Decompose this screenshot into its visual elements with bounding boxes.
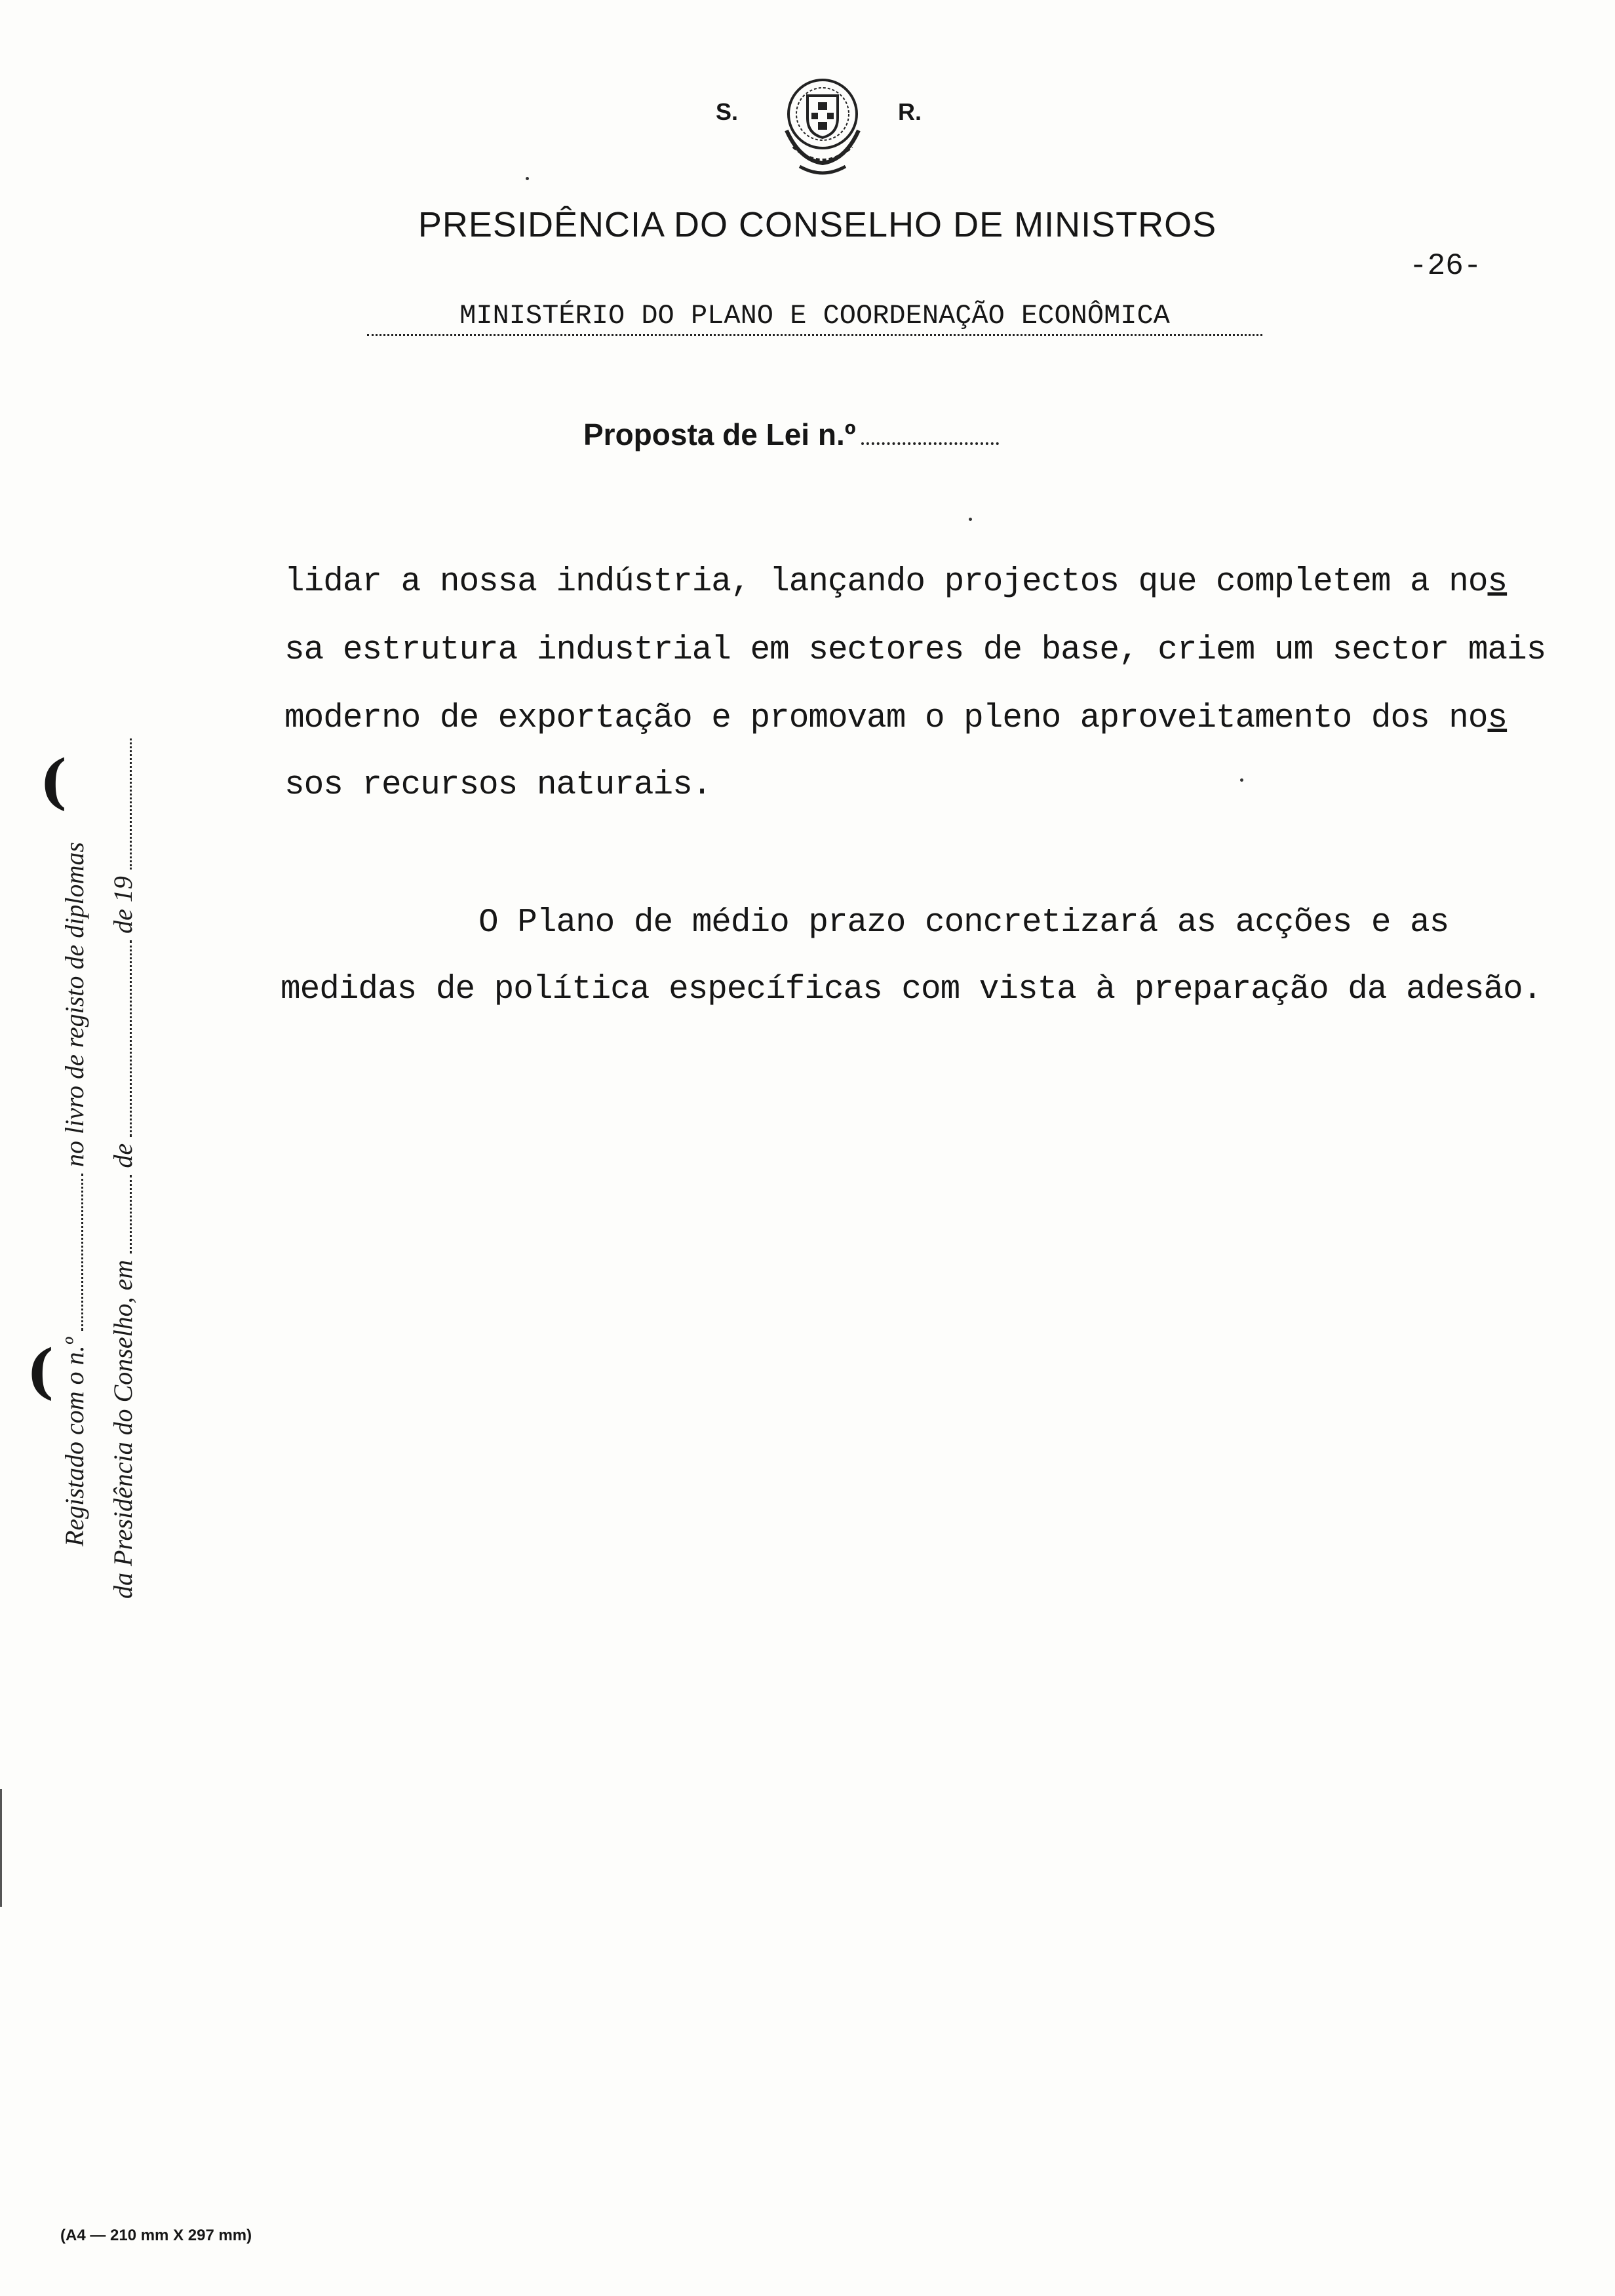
ministry-heading: MINISTÉRIO DO PLANO E COORDENAÇÃO ECONÔMICA	[367, 300, 1262, 336]
registry-line-1	[59, 842, 90, 1546]
body-line-3	[284, 700, 1507, 737]
left-brace-icon: (	[26, 1337, 54, 1406]
body-line-5: O Plano de médio prazo concretizará as acções e as	[284, 904, 1449, 942]
proposal-label: Proposta de Lei n.º	[583, 417, 856, 451]
page-number: -26-	[1409, 249, 1482, 283]
body-line-2: sa estrutura industrial em sectores de base, criem um sector mais	[284, 632, 1546, 669]
registry-of-label: de	[108, 1143, 138, 1168]
body-line-3-underlined: s	[1487, 700, 1508, 737]
ink-speck	[1240, 778, 1243, 782]
sr-left-label: S.	[716, 98, 739, 125]
paper-format-note: (A4 — 210 mm X 297 mm)	[60, 2227, 252, 2244]
ink-speck	[526, 177, 529, 180]
body-line-4: sos recursos naturais.	[284, 767, 712, 804]
body-line-1	[284, 564, 1507, 601]
body-line-3-main: moderno de exportação e promovam o pleno aproveitamento dos no	[284, 700, 1488, 737]
body-line-6: medidas de política específicas com vista à preparação da adesão.	[281, 971, 1542, 1008]
registry-registered-label: Registado com o n.º	[60, 1337, 89, 1546]
body-line-1-main: lidar a nossa indústria, lançando projectos que completem a no	[284, 564, 1488, 601]
registry-year-blank	[123, 738, 132, 870]
registry-date-label: da Presidência do Conselho, em	[108, 1259, 138, 1599]
registry-margin-note	[59, 681, 170, 1599]
registry-day-blank	[123, 1175, 132, 1253]
registry-line-2	[107, 738, 138, 1599]
page-title: PRESIDÊNCIA DO CONSELHO DE MINISTROS	[418, 205, 1217, 244]
page-edge-mark	[0, 1789, 2, 1907]
registry-book-label: no livro de registo de diplomas	[60, 842, 89, 1167]
ink-speck	[969, 518, 972, 521]
sr-right-label: R.	[898, 98, 922, 125]
registry-number-blank	[75, 1174, 83, 1331]
body-line-1-underlined: s	[1487, 564, 1508, 601]
proposal-number-blank	[861, 437, 999, 445]
proposal-heading	[583, 417, 999, 452]
portuguese-coat-of-arms-icon	[773, 68, 872, 186]
registry-month-blank	[123, 940, 132, 1137]
left-brace-icon: (	[39, 747, 68, 816]
registry-year-label: de 19	[108, 876, 138, 934]
